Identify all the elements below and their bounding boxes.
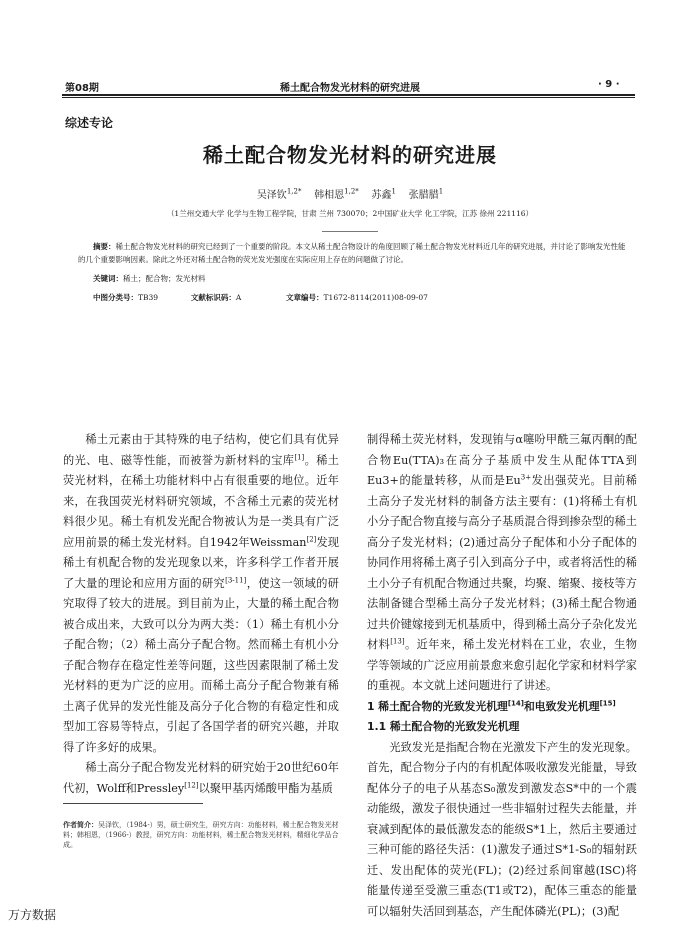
header-rule-thin bbox=[62, 97, 635, 98]
doc-code-label: 文献标识码： bbox=[190, 293, 236, 302]
citation: [13] bbox=[390, 637, 405, 646]
author-sup: 1 bbox=[391, 187, 396, 196]
author-sup: 1,2* bbox=[286, 187, 302, 196]
abstract bbox=[78, 240, 626, 266]
citation: [3-11] bbox=[225, 575, 247, 584]
author-name: 苏鑫 bbox=[371, 190, 392, 201]
article-id-label: 文章编号： bbox=[286, 293, 324, 302]
author-sup: 1 bbox=[438, 187, 444, 196]
author-sup: 1,2* bbox=[344, 187, 359, 196]
citation: [2] bbox=[306, 534, 317, 543]
classification-line bbox=[78, 291, 626, 304]
body-right-column bbox=[367, 430, 637, 922]
citation: [15] bbox=[599, 698, 616, 707]
watermark: 万方数据 bbox=[8, 908, 57, 922]
abstract-block bbox=[78, 240, 626, 304]
citation: 3+ bbox=[520, 473, 532, 482]
running-title: 稀土配合物发光材料的研究进展 bbox=[280, 83, 420, 94]
section-heading: 1 稀土配合物的光致发光机理[14]和电致发光机理[15] bbox=[367, 698, 616, 713]
doc-code-value: A bbox=[235, 293, 242, 302]
title-divider bbox=[322, 231, 378, 232]
paragraph: 稀土元素由于其特殊的电子结构，使它们具有优异的光、电、磁等性能，而被誉为新材料的宝库[1]。稀土荧光材料，在稀土功能材料中占有很重要的地位。近年来，在我国荧光材料研究领域，不含稀土元素的荧光材料很少见。稀土有机发光配合物被认为是一类具有广泛应用前景的稀土发光材料。自1942年Weissman[2]发现稀土有机配合物的发光现象以来，许多科学工作者开展了大量的理论和应用方面的研究[3-11]，使这一领域的研究取得了较大的进展。到目前为止，大量的稀土配合物被合成出来，大致可以分为两大类：（1）稀土有机小分子配合物；（2）稀土高分子配合物。然而稀土有机小分子配合物存在稳定性差等问题，这些因素限制了稀土发光材料的更为广泛的应用。而稀土高分子配合物兼有稀土离子优异的发光性能及高分子化合物的有稳定性和成型加工容易等特点，引起了各国学者的研究兴趣，并取得了许多好的成果。 bbox=[63, 433, 339, 754]
author-footnote bbox=[63, 820, 339, 850]
paragraph: 光致发光是指配合物在光激发下产生的发光现象。首先，配合物分子内的有机配体吸收激发光能量，导致配体分子的电子从基态S₀激发到激发态S*中的一个震动能级，激发子很快通过一些非辐射过程失去能量，并衰减到配体的最低激发态的能级S*1上，然后主要通过三种可能的路径失活：(1)激发子通过S*1-S₀的辐射跃迁、发出配体的荧光(FL)；(2)经过系间窜越(ISC)将能量传递至受激三重态(T1或T2)，配体三重态的能量可以辐射失活回到基态，产生配体磷光(PL)；(3)配 bbox=[367, 740, 637, 918]
section-tag: 综述专论 bbox=[65, 116, 114, 130]
affiliation: （1兰州交通大学 化学与生物工程学院，甘肃 兰州 730070；2中国矿业大学 化工学院，江苏 徐州 221116） bbox=[166, 209, 534, 218]
author-list bbox=[0, 186, 700, 201]
clc-label: 中图分类号： bbox=[93, 293, 138, 302]
subsection-heading: 1.1 稀土配合物的光致发光机理 bbox=[367, 720, 520, 733]
abstract-label: 摘要： bbox=[93, 242, 116, 251]
footnote-rule bbox=[63, 803, 203, 804]
keywords bbox=[78, 272, 626, 285]
author-name: 张腊腊 bbox=[408, 190, 439, 201]
footnote-label: 作者简介： bbox=[63, 821, 98, 829]
article-id-value: T1672-8114(2011)08-09-07 bbox=[323, 293, 428, 302]
keywords-label: 关键词： bbox=[93, 274, 123, 283]
citation: [12] bbox=[184, 780, 199, 789]
paper-title: 稀土配合物发光材料的研究进展 bbox=[203, 143, 497, 167]
issue-number: 第08期 bbox=[65, 83, 99, 94]
clc-value: TB39 bbox=[138, 293, 159, 302]
abstract-text: 稀土配合物发光材料的研究已经到了一个重要的阶段。本文从稀土配合物设计的角度回顾了稀土配合物发光材料近几年的研究进展，并讨论了影响发光性能的几个重要影响因素。除此之外还对稀土配合物的荧光发光强度在实际应用上存在的问题做了讨论。 bbox=[78, 242, 626, 264]
page-number: · 9 · bbox=[598, 79, 620, 90]
author-name: 韩相恩 bbox=[314, 190, 345, 201]
footnote-text: 吴泽钦，（1984-）男，硕士研究生，研究方向：功能材料，稀土配合物发光材料；韩相恩，（1966-）教授，研究方向：功能材料，稀土配合物发光材料，精细化学品合成。 bbox=[63, 821, 339, 849]
author-name: 吴泽钦 bbox=[256, 190, 287, 201]
keywords-text: 稀土；配合物；发光材料 bbox=[123, 274, 206, 283]
citation: [1] bbox=[294, 452, 305, 461]
citation: [14] bbox=[507, 698, 524, 707]
paragraph: 制得稀土荧光材料，发现铕与α噻吩甲酰三氟丙酮的配合物Eu(TTA)₃在高分子基质中发生从配体TTA到Eu3+的能量转移，从而是$Eu^{3+}$发出强荧光。目前稀土高分子发光材料的制备方法主要有：(1)将稀土有机小分子配合物直接与高分子基质混合得到掺杂型的稀土高分子发光材料；(2)通过高分子配体和小分子配体的协同作用将稀土离子引入到高分子中，或者将活性的稀土小分子有机配合物通过共聚，均聚、缩聚、接枝等方法制备键合型稀土高分子发光材料；(3)稀土配合物通过共价键嫁接到无机基质中，得到稀土高分子杂化发光材料[13]。近年来，稀土发光材料在工业，农业，生物学等领域的广泛应用前景愈来愈引起化学家和材料学家的重视。本文就上述问题进行了讲述。 bbox=[367, 433, 637, 692]
header-rule bbox=[62, 94, 635, 96]
paragraph: 稀土高分子配合物发光材料的研究始于20世纪60年代初，Wolff和Pressley[12]以聚甲基丙烯酸甲酯为基质 bbox=[63, 761, 339, 795]
body-left-column bbox=[63, 430, 339, 799]
